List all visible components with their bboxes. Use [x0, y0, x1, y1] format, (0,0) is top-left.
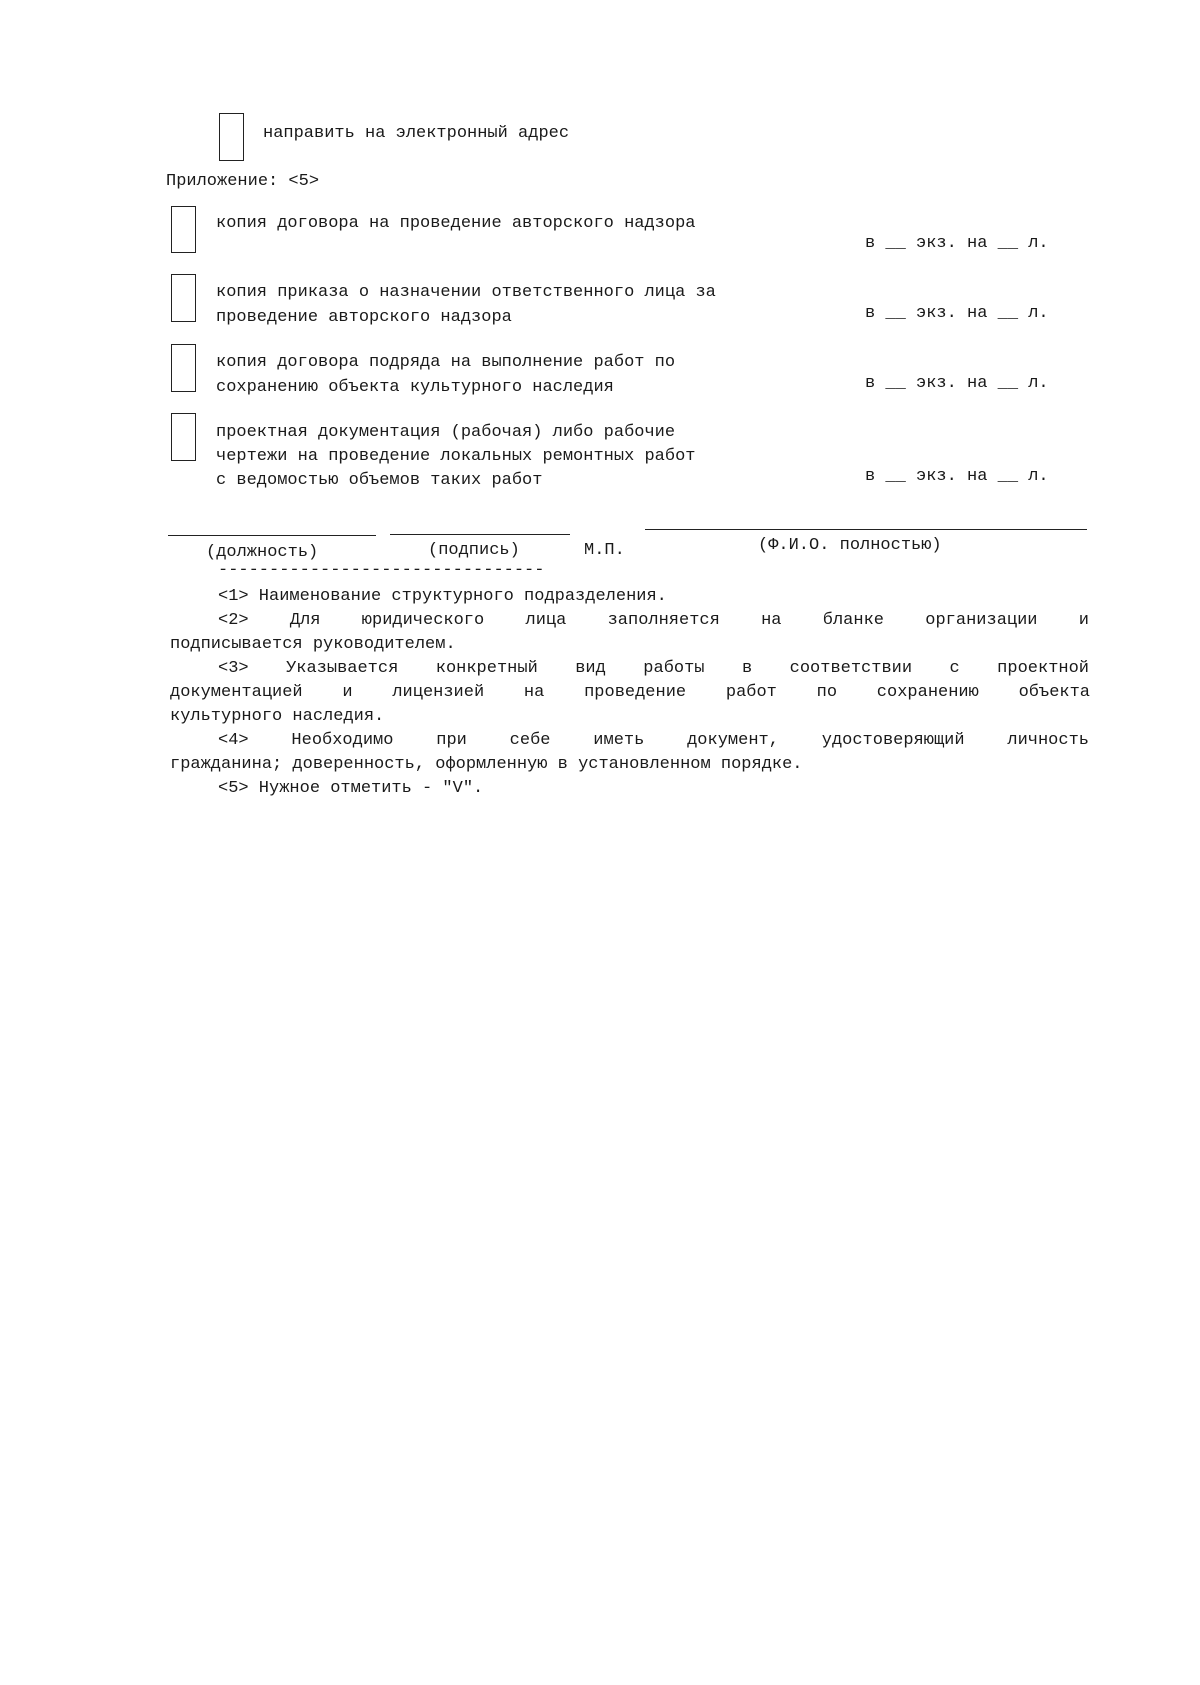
attachment-checkbox-4[interactable]	[171, 413, 196, 461]
attachment-3-line-1: копия договора подряда на выполнение работ по	[216, 353, 676, 372]
attachment-4-line-3: с ведомостью объемов таких работ	[216, 471, 543, 490]
position-label: (должность)	[206, 543, 319, 562]
footnote-2-line-1: <2> Для юридического лица заполняется на бланке организации и	[218, 611, 1089, 630]
footnote-separator: --------------------------------	[218, 561, 545, 580]
footnote-5: <5> Нужное отметить - "V".	[218, 779, 484, 798]
signature-label: (подпись)	[428, 541, 520, 560]
position-line	[168, 535, 376, 536]
attachment-2-line-2: проведение авторского надзора	[216, 308, 512, 327]
attachment-1-copies: в __ экз. на __ л.	[865, 234, 1049, 253]
footnote-3-line-2: документацией и лицензией на проведение работ по сохранению объекта	[170, 683, 1090, 702]
footnote-1: <1> Наименование структурного подразделения.	[218, 587, 667, 606]
attachment-2-copies: в __ экз. на __ л.	[865, 304, 1049, 323]
attachment-3-copies: в __ экз. на __ л.	[865, 374, 1049, 393]
footnote-3-line-3: культурного наследия.	[170, 707, 385, 726]
name-line	[645, 529, 1087, 530]
email-checkbox[interactable]	[219, 113, 244, 161]
attachment-checkbox-2[interactable]	[171, 274, 196, 322]
footnote-4-line-1: <4> Необходимо при себе иметь документ, удостоверяющий личность	[218, 731, 1089, 750]
footnote-2-line-2: подписывается руководителем.	[170, 635, 456, 654]
attachment-1-line-1: копия договора на проведение авторского надзора	[216, 214, 696, 233]
attachment-3-line-2: сохранению объекта культурного наследия	[216, 378, 614, 397]
name-label: (Ф.И.О. полностью)	[758, 536, 942, 555]
attachment-checkbox-1[interactable]	[171, 206, 196, 253]
attachment-4-copies: в __ экз. на __ л.	[865, 467, 1049, 486]
email-option-label: направить на электронный адрес	[263, 124, 570, 143]
attachment-4-line-2: чертежи на проведение локальных ремонтных работ	[216, 447, 696, 466]
signature-line	[390, 534, 570, 535]
footnote-4-line-2: гражданина; доверенность, оформленную в установленном порядке.	[170, 755, 803, 774]
attachment-checkbox-3[interactable]	[171, 344, 196, 392]
stamp-label: М.П.	[584, 541, 625, 560]
attachment-2-line-1: копия приказа о назначении ответственного лица за	[216, 283, 716, 302]
footnote-3-line-1: <3> Указывается конкретный вид работы в соответствии с проектной	[218, 659, 1089, 678]
attachments-title: Приложение: <5>	[166, 172, 320, 191]
attachment-4-line-1: проектная документация (рабочая) либо рабочие	[216, 423, 676, 442]
